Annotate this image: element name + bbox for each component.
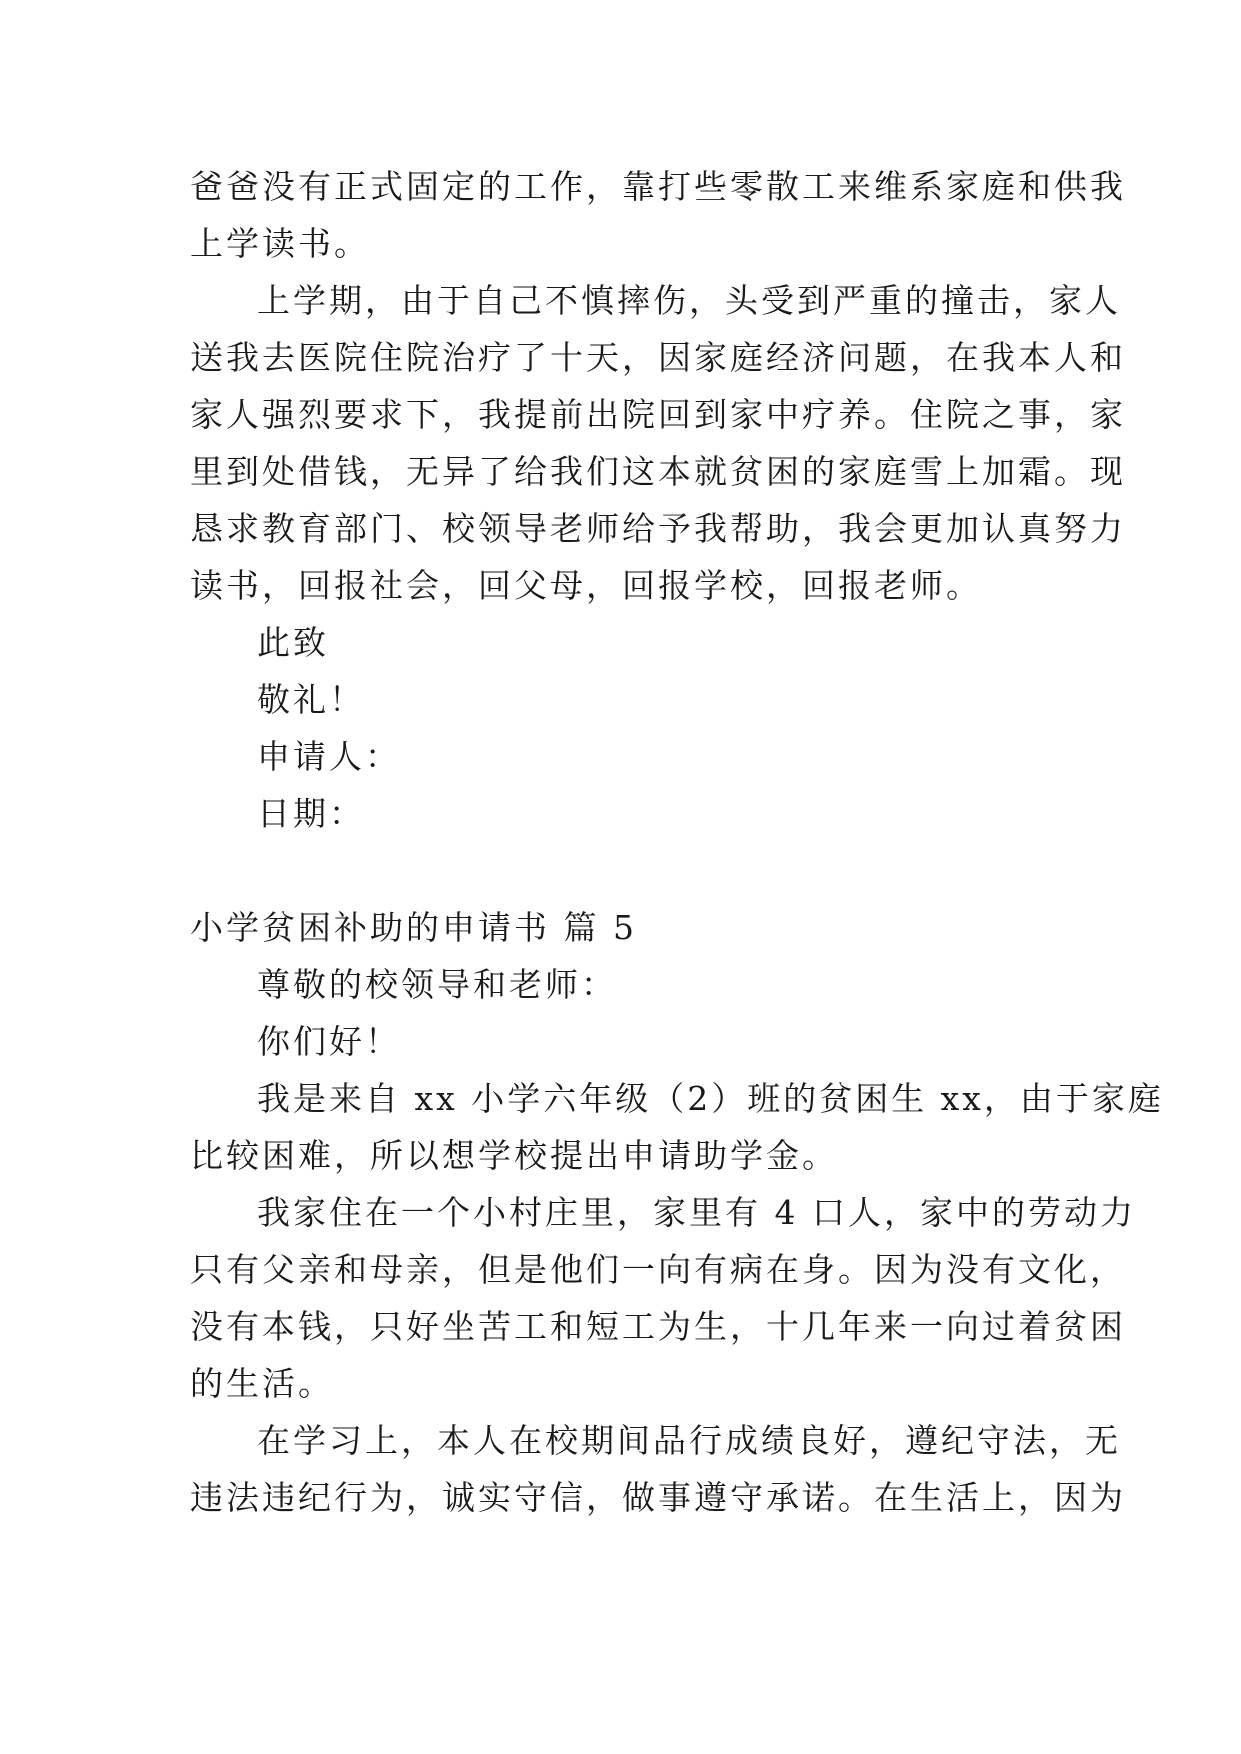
text-line: 我是来自 xx 小学六年级（2）班的贫困生 xx，由于家庭 bbox=[257, 1079, 1164, 1118]
text-line: 读书，回报社会，回父母，回报学校，回报老师。 bbox=[190, 566, 982, 605]
applicant-line: 申请人： bbox=[257, 737, 401, 776]
text-line: 比较困难，所以想学校提出申请助学金。 bbox=[190, 1136, 838, 1175]
text-line: 没有本钱，只好坐苦工和短工为生，十几年来一向过着贫困 bbox=[190, 1307, 1126, 1346]
text-line: 只有父亲和母亲，但是他们一向有病在身。因为没有文化， bbox=[190, 1250, 1126, 1289]
date-line: 日期： bbox=[257, 794, 365, 833]
text-line: 恳求教育部门、校领导老师给予我帮助，我会更加认真努力 bbox=[190, 509, 1126, 548]
text-line: 上学读书。 bbox=[190, 224, 370, 263]
text-line: 上学期，由于自己不慎摔伤，头受到严重的撞击，家人 bbox=[257, 281, 1121, 320]
greeting: 你们好！ bbox=[257, 1022, 401, 1061]
closing-line: 敬礼！ bbox=[257, 680, 365, 719]
text-line: 的生活。 bbox=[190, 1364, 334, 1403]
text-line: 家人强烈要求下，我提前出院回到家中疗养。住院之事，家 bbox=[190, 395, 1126, 434]
salutation: 尊敬的校领导和老师： bbox=[257, 965, 617, 1004]
closing-line: 此致 bbox=[257, 623, 329, 662]
text-line: 送我去医院住院治疗了十天，因家庭经济问题，在我本人和 bbox=[190, 338, 1126, 377]
text-line: 违法违纪行为，诚实守信，做事遵守承诺。在生活上，因为 bbox=[190, 1478, 1126, 1517]
text-line: 爸爸没有正式固定的工作，靠打些零散工来维系家庭和供我 bbox=[190, 167, 1126, 206]
section-title: 小学贫困补助的申请书 篇 5 bbox=[190, 908, 637, 947]
text-line: 在学习上，本人在校期间品行成绩良好，遵纪守法，无 bbox=[257, 1421, 1121, 1460]
text-line: 里到处借钱，无异了给我们这本就贫困的家庭雪上加霜。现 bbox=[190, 452, 1126, 491]
text-line: 我家住在一个小村庄里，家里有 4 口人，家中的劳动力 bbox=[257, 1193, 1136, 1232]
